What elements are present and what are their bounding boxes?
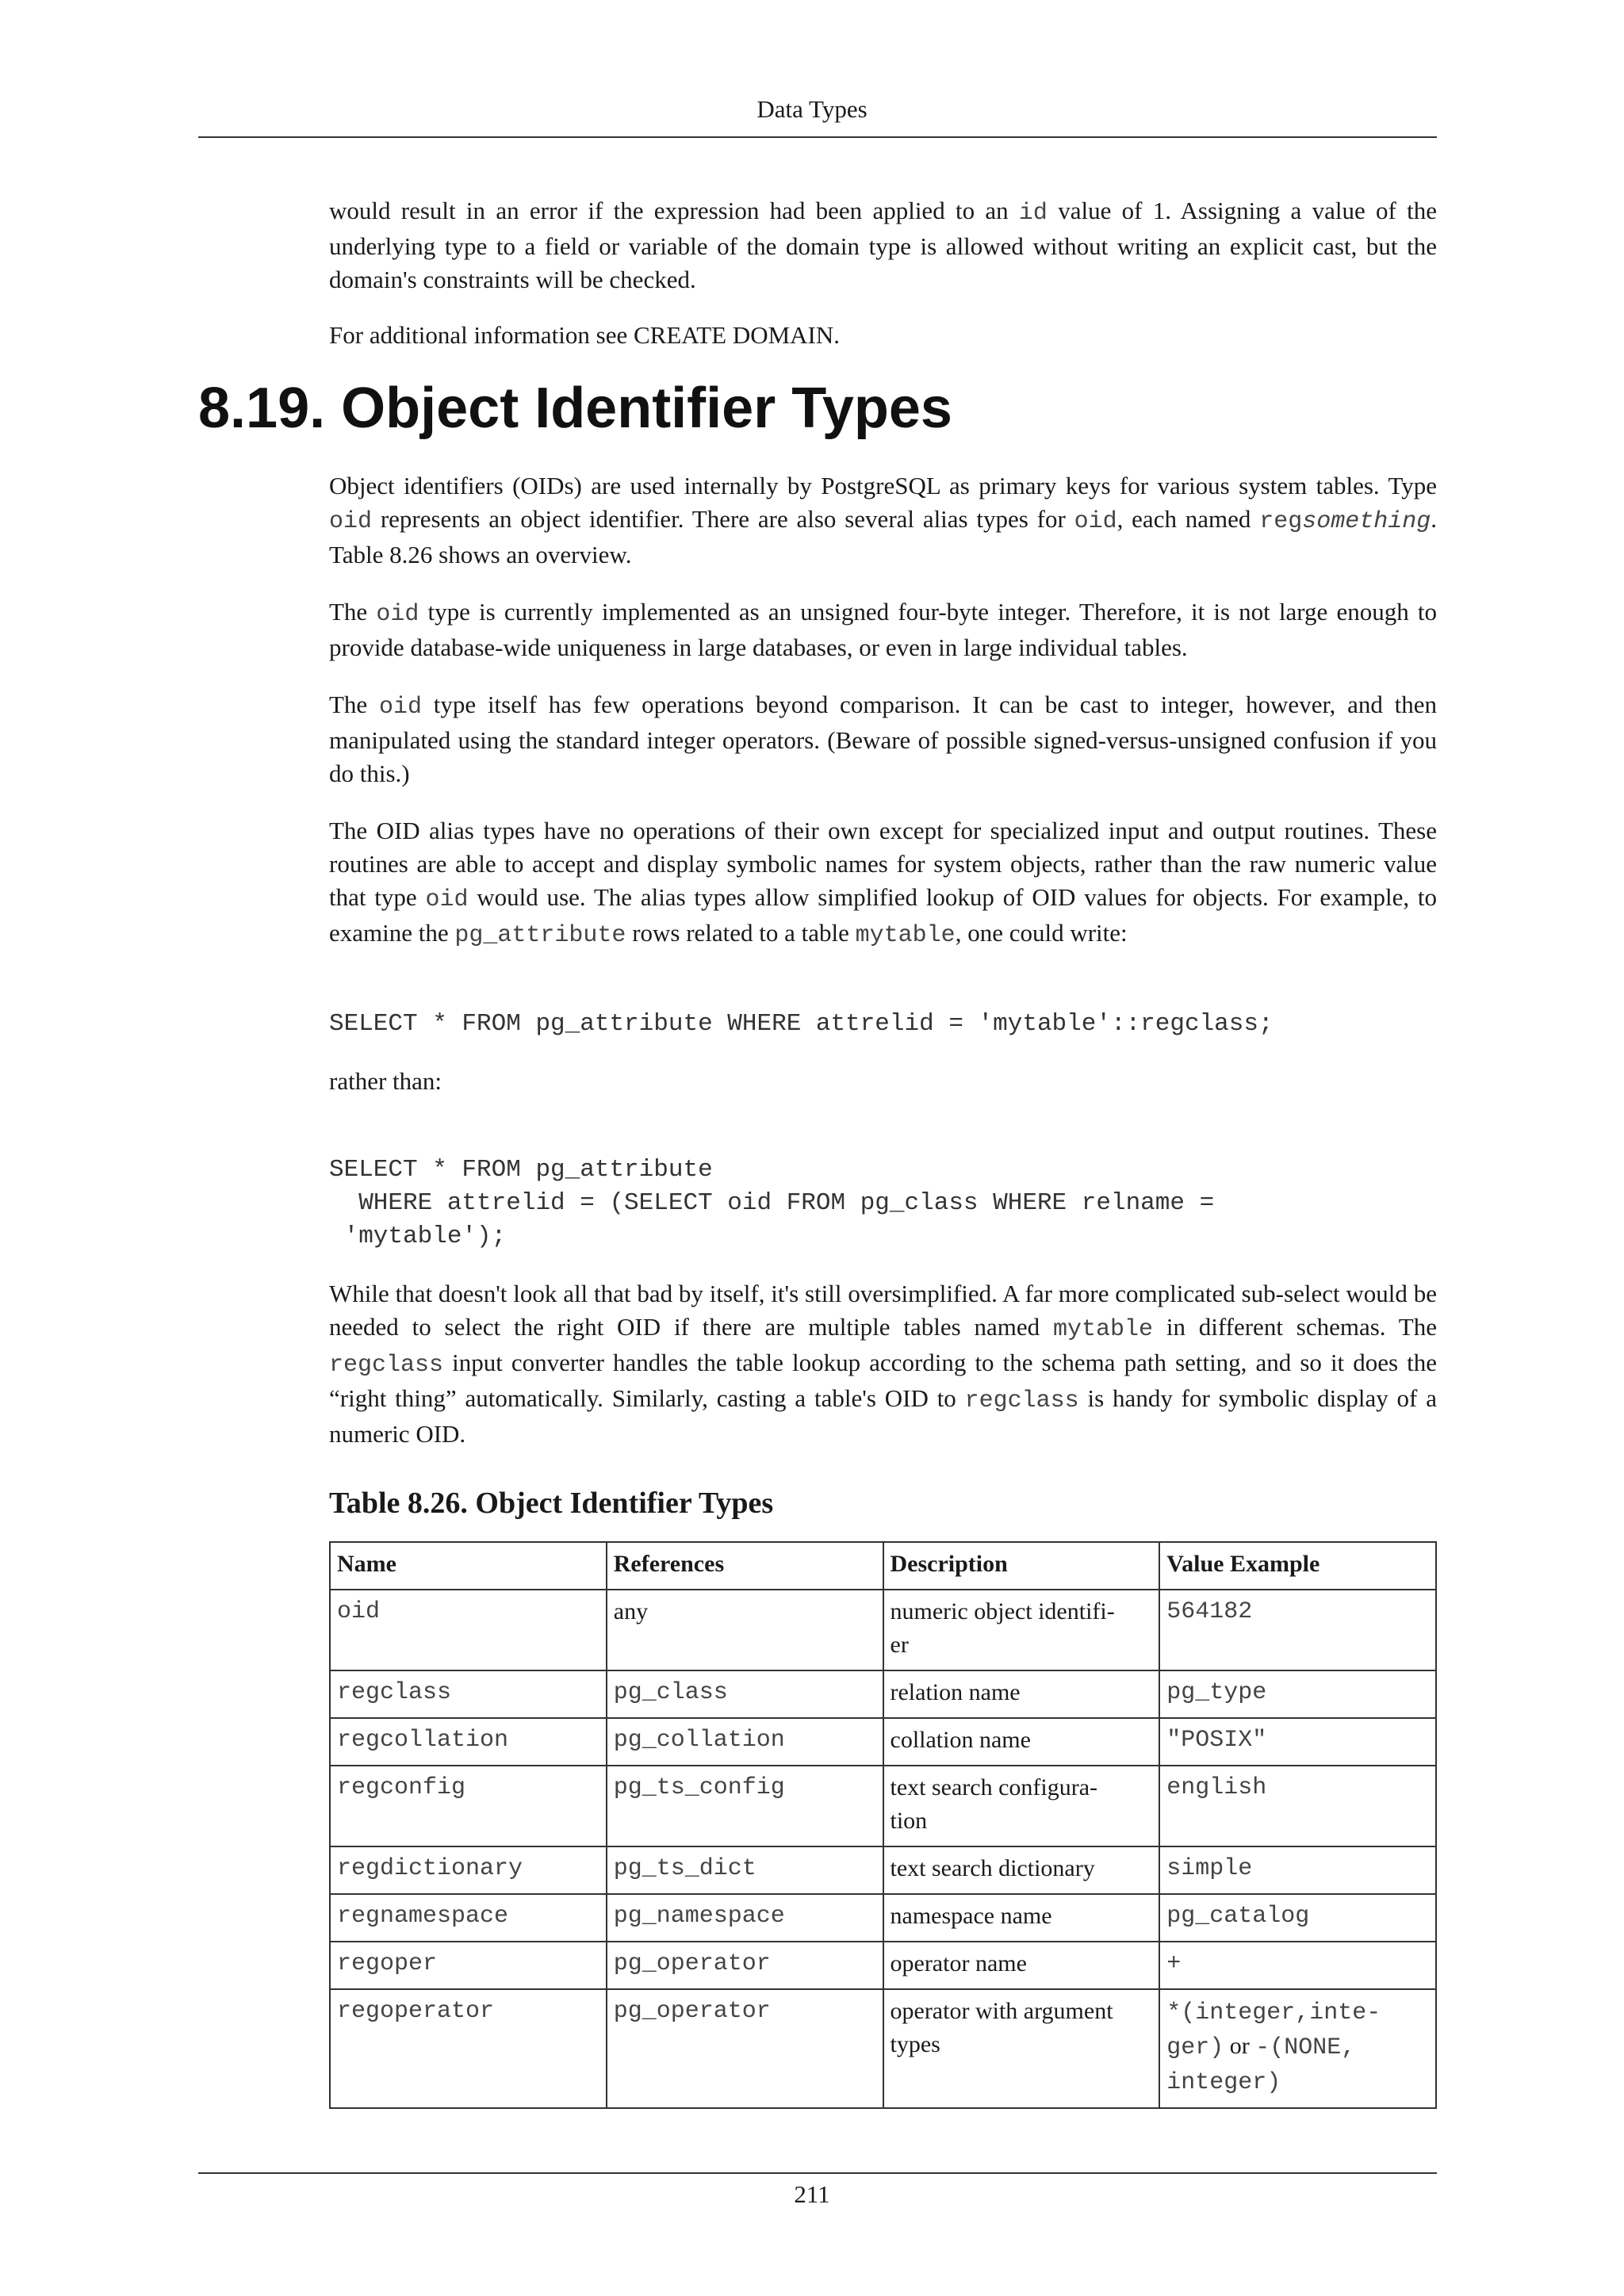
text: Object identifiers (OIDs) are used internally by PostgreSQL as primary keys for various system tables. Type [329, 472, 1437, 499]
intro-block [329, 194, 1437, 352]
header-rule [198, 136, 1437, 138]
cell-name: regcollation [330, 1718, 607, 1766]
running-header: Data Types [756, 95, 868, 123]
text: value of 1. Assigning a value of the underlying type to a field or variable of the domain type is allowed without writing an explicit cast, but the domain's constraints will be checked. [329, 197, 1437, 293]
text: type itself has few operations beyond comparison. It can be cast to integer, however, and then manipulated using the standard integer operators. (Beware of possible signed-versus-unsigned confusion if you do this.) [329, 691, 1437, 787]
code-regclass: regclass [964, 1387, 1079, 1414]
text: represents an object identifier. There are also several alias types for [372, 505, 1074, 533]
paragraph-alias-types [329, 814, 1437, 952]
code-oid: oid [425, 886, 469, 913]
header-description: Description [883, 1542, 1160, 1590]
table-row [330, 1590, 1436, 1670]
text: The [329, 691, 379, 718]
cell-references: pg_namespace [607, 1894, 883, 1942]
table-row [330, 1718, 1436, 1766]
text: is handy for symbolic display of a numeric OID. [329, 1384, 1437, 1448]
code-mytable: mytable [1052, 1316, 1153, 1343]
code-operator-example-a: *(integer,inte- ger) [1166, 1999, 1381, 2061]
text: , each named [1116, 505, 1260, 533]
code-pg-attribute: pg_attribute [454, 922, 626, 949]
cell-description: operator with argument types [883, 1989, 1160, 2108]
table-row [330, 1846, 1436, 1894]
cell-references: any [607, 1590, 883, 1670]
table-caption: Table 8.26. Object Identifier Types [329, 1487, 774, 1520]
section-title: 8.19. Object Identifier Types [198, 377, 952, 440]
paragraph-oid-operations [329, 688, 1437, 790]
code-reg: reg [1259, 508, 1303, 535]
text: would result in an error if the expression had been applied to an [329, 197, 1019, 224]
cell-references: pg_operator [607, 1989, 883, 2108]
text: The [329, 598, 377, 626]
code-oid: oid [1074, 508, 1117, 535]
section-body [329, 469, 1437, 2109]
text: While that doesn't look all that bad by itself, it's still oversimplified. A far more complicated sub-select would be needed to select the right OID if there are multiple tables named [329, 1280, 1437, 1341]
page-number: 211 [794, 2180, 830, 2208]
cell-value: pg_catalog [1159, 1894, 1436, 1942]
cell-name: regclass [330, 1670, 607, 1718]
cell-description: relation name [883, 1670, 1160, 1718]
code-oid: oid [378, 694, 422, 721]
cell-references: pg_collation [607, 1718, 883, 1766]
code-oid: oid [376, 601, 419, 628]
paragraph-rather-than: rather than: [329, 1067, 442, 1095]
header-name: Name [330, 1542, 607, 1590]
cell-name: regdictionary [330, 1846, 607, 1894]
code-oid: oid [329, 508, 373, 535]
cell-description: namespace name [883, 1894, 1160, 1942]
cell-name: oid [330, 1590, 607, 1670]
footer-rule [198, 2172, 1437, 2174]
text: rows related to a table [626, 919, 856, 947]
text: or [1224, 2033, 1256, 2059]
cell-description: text search dictionary [883, 1846, 1160, 1894]
text: would use. The alias types allow simplified lookup of OID values for objects. For example, to examine the [329, 883, 1437, 947]
table-row [330, 1894, 1436, 1942]
text: in different schemas. The [1153, 1313, 1437, 1341]
cell-name: regconfig [330, 1766, 607, 1846]
cell-references: pg_ts_dict [607, 1846, 883, 1894]
cell-name: regnamespace [330, 1894, 607, 1942]
code-example-subselect: SELECT * FROM pg_attribute WHERE attrelid = (SELECT oid FROM pg_class WHERE relname = 'mytable'); [329, 1156, 1215, 1250]
table-row [330, 1942, 1436, 1989]
table-row [330, 1766, 1436, 1846]
paragraph-oversimplified [329, 1277, 1437, 1451]
code-operator-example-b: -(NONE, integer) [1166, 2034, 1356, 2096]
oid-types-table [329, 1541, 1437, 2109]
code-something: something [1302, 508, 1431, 535]
cell-value: english [1159, 1766, 1436, 1846]
cell-description: text search configura- tion [883, 1766, 1160, 1846]
table-row [330, 1670, 1436, 1718]
intro-paragraph [329, 194, 1437, 297]
see-also-paragraph: For additional information see CREATE DOMAIN. [329, 321, 841, 349]
paragraph-oids [329, 469, 1437, 572]
text: , one could write: [955, 919, 1128, 947]
code-id: id [1018, 200, 1048, 227]
cell-name: regoper [330, 1942, 607, 1989]
cell-value [1159, 1989, 1436, 2108]
cell-references: pg_class [607, 1670, 883, 1718]
table-row [330, 1989, 1436, 2108]
cell-value: 564182 [1159, 1590, 1436, 1670]
cell-description: operator name [883, 1942, 1160, 1989]
code-mytable: mytable [855, 922, 956, 949]
cell-name: regoperator [330, 1989, 607, 2108]
cell-description: numeric object identifi- er [883, 1590, 1160, 1670]
code-example-regclass: SELECT * FROM pg_attribute WHERE attrelid = 'mytable'::regclass; [329, 1010, 1274, 1038]
text: The OID alias types have no operations of their own except for specialized input and output routines. These routines are able to accept and display symbolic names for system objects, rather than the raw numeric value that type [329, 817, 1437, 911]
cell-value: simple [1159, 1846, 1436, 1894]
code-regclass: regclass [329, 1352, 444, 1379]
header-value-example: Value Example [1159, 1542, 1436, 1590]
text: . Table 8.26 shows an overview. [329, 505, 1437, 568]
cell-description: collation name [883, 1718, 1160, 1766]
table-header-row [330, 1542, 1436, 1590]
paragraph-oid-impl [329, 595, 1437, 664]
cell-value: "POSIX" [1159, 1718, 1436, 1766]
header-references: References [607, 1542, 883, 1590]
cell-references: pg_ts_config [607, 1766, 883, 1846]
text: type is currently implemented as an unsigned four-byte integer. Therefore, it is not large enough to provide database-wide uniqueness in large databases, or even in large individual tables. [329, 598, 1437, 661]
cell-value: pg_type [1159, 1670, 1436, 1718]
text: input converter handles the table lookup according to the schema path setting, and so it does the “right thing” automatically. Similarly, casting a table's OID to [329, 1349, 1437, 1412]
cell-references: pg_operator [607, 1942, 883, 1989]
cell-value: + [1159, 1942, 1436, 1989]
